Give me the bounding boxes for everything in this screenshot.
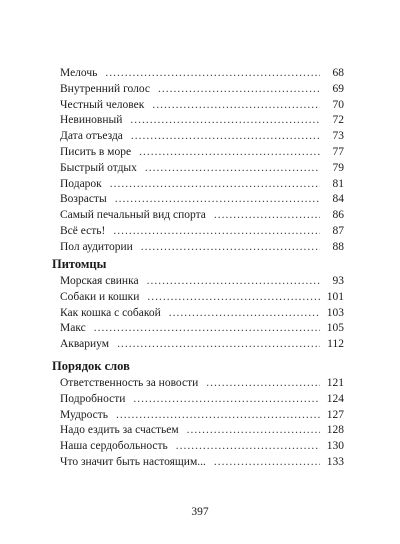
page-number: 397: [191, 506, 209, 518]
toc-entry-page: 130: [326, 440, 344, 453]
toc-entry: [60, 208, 344, 224]
toc-entry-page: 77: [332, 145, 344, 158]
toc-entry-title: Собаки и кошки: [60, 290, 140, 303]
toc-entry: [60, 290, 344, 306]
toc-entry-page: 68: [332, 67, 344, 79]
toc-entry-page: 69: [332, 82, 344, 95]
toc-entry-page: 124: [326, 392, 344, 405]
toc-entry: [60, 145, 344, 161]
toc-entry-title: Надо ездить за счастьем: [60, 424, 179, 437]
toc-entry-title: Как кошка с собакой: [60, 306, 161, 319]
toc-entry: [60, 113, 344, 129]
toc-entry-page: 73: [332, 130, 344, 143]
dot-leader: [214, 455, 320, 471]
toc-entry: [60, 224, 344, 240]
toc-entry-title: Пол аудитории: [60, 240, 133, 253]
dot-leader: [147, 290, 320, 306]
toc-entry-page: 103: [326, 306, 344, 319]
toc-group-2: [52, 256, 344, 353]
dot-leader: [94, 321, 320, 337]
toc-entry: [60, 376, 344, 392]
toc-entry: [60, 177, 344, 193]
toc-entry: [60, 192, 344, 208]
toc-entry-title: Дата отъезда: [60, 130, 123, 143]
toc-entry-page: 121: [326, 377, 344, 389]
toc-entry-page: 93: [332, 275, 344, 287]
dot-leader: [130, 113, 320, 129]
toc-entry: [60, 392, 344, 408]
toc-entry: [60, 274, 344, 290]
toc-group-3: [52, 358, 344, 471]
dot-leader: [158, 82, 320, 98]
dot-leader: [113, 224, 320, 240]
dot-leader: [187, 423, 320, 439]
toc-entry-title: Мелочь: [60, 67, 98, 79]
toc-entry: [60, 161, 344, 177]
toc-entry-page: 72: [332, 114, 344, 127]
dot-leader: [139, 145, 320, 161]
toc-entry-title: Самый печальный вид спорта: [60, 209, 206, 222]
toc-entry-title: Подарок: [60, 177, 102, 190]
toc-entry-page: 70: [332, 98, 344, 111]
toc-entry: [60, 455, 344, 471]
dot-leader: [147, 274, 320, 290]
toc-entry-page: 79: [332, 161, 344, 174]
dot-leader: [176, 439, 320, 455]
toc-entry: [60, 66, 344, 82]
toc-entry-page: 81: [332, 177, 344, 190]
dot-leader: [141, 240, 320, 256]
dot-leader: [206, 376, 320, 392]
toc-entry-page: 127: [326, 408, 344, 421]
toc-entry-page: 112: [327, 338, 344, 351]
toc-entry-title: Аквариум: [60, 338, 110, 351]
dot-leader: [116, 408, 320, 424]
dot-leader: [117, 337, 320, 353]
toc-entry-title: Внутренний голос: [60, 82, 150, 95]
toc-entry-title: Что значит быть настоящим...: [60, 455, 206, 468]
toc-entry: [60, 240, 344, 256]
toc-entry-page: 105: [326, 322, 344, 335]
toc-entry: [60, 129, 344, 145]
toc-entry: [60, 423, 344, 439]
toc-entry-page: 133: [326, 455, 344, 468]
toc-entry-title: Всё есть!: [60, 224, 106, 237]
dot-leader: [145, 161, 320, 177]
toc-entry-title: Мудрость: [60, 408, 108, 421]
toc-group-1: [60, 66, 344, 256]
dot-leader: [105, 66, 320, 82]
toc-entry-title: Морская свинка: [60, 275, 139, 287]
section-heading: Питомцы: [52, 257, 107, 271]
toc-entry-title: Возрасты: [60, 193, 107, 206]
toc-entry: [60, 98, 344, 114]
toc-entry: [60, 408, 344, 424]
toc-entry-title: Честный человек: [60, 98, 145, 111]
dot-leader: [133, 392, 320, 408]
toc-entry-title: Наша сердобольность: [60, 440, 168, 453]
toc-entry-title: Невиновный: [60, 114, 123, 127]
toc-entry-title: Макс: [60, 322, 86, 335]
section-heading: Порядок слов: [52, 359, 130, 373]
toc-entry-page: 87: [332, 224, 344, 237]
toc-entry-page: 86: [332, 209, 344, 222]
dot-leader: [110, 177, 320, 193]
dot-leader: [131, 129, 320, 145]
toc-entry: [60, 439, 344, 455]
dot-leader: [169, 306, 320, 322]
toc-entry-title: Ответственность за новости: [60, 377, 199, 389]
dot-leader: [214, 208, 320, 224]
toc-entry-page: 88: [332, 240, 344, 253]
toc-entry-title: Быстрый отдых: [60, 161, 137, 174]
dot-leader: [152, 98, 320, 114]
toc-entry: [60, 321, 344, 337]
toc-entry-page: 84: [332, 193, 344, 206]
toc-entry: [60, 337, 344, 353]
toc-entry: [60, 82, 344, 98]
toc-entry: [60, 306, 344, 322]
toc-entry-title: Писить в море: [60, 145, 132, 158]
toc-entry-title: Подробности: [60, 392, 126, 405]
toc-entry-page: 101: [326, 290, 344, 303]
dot-leader: [115, 192, 320, 208]
toc-entry-page: 128: [326, 424, 344, 437]
